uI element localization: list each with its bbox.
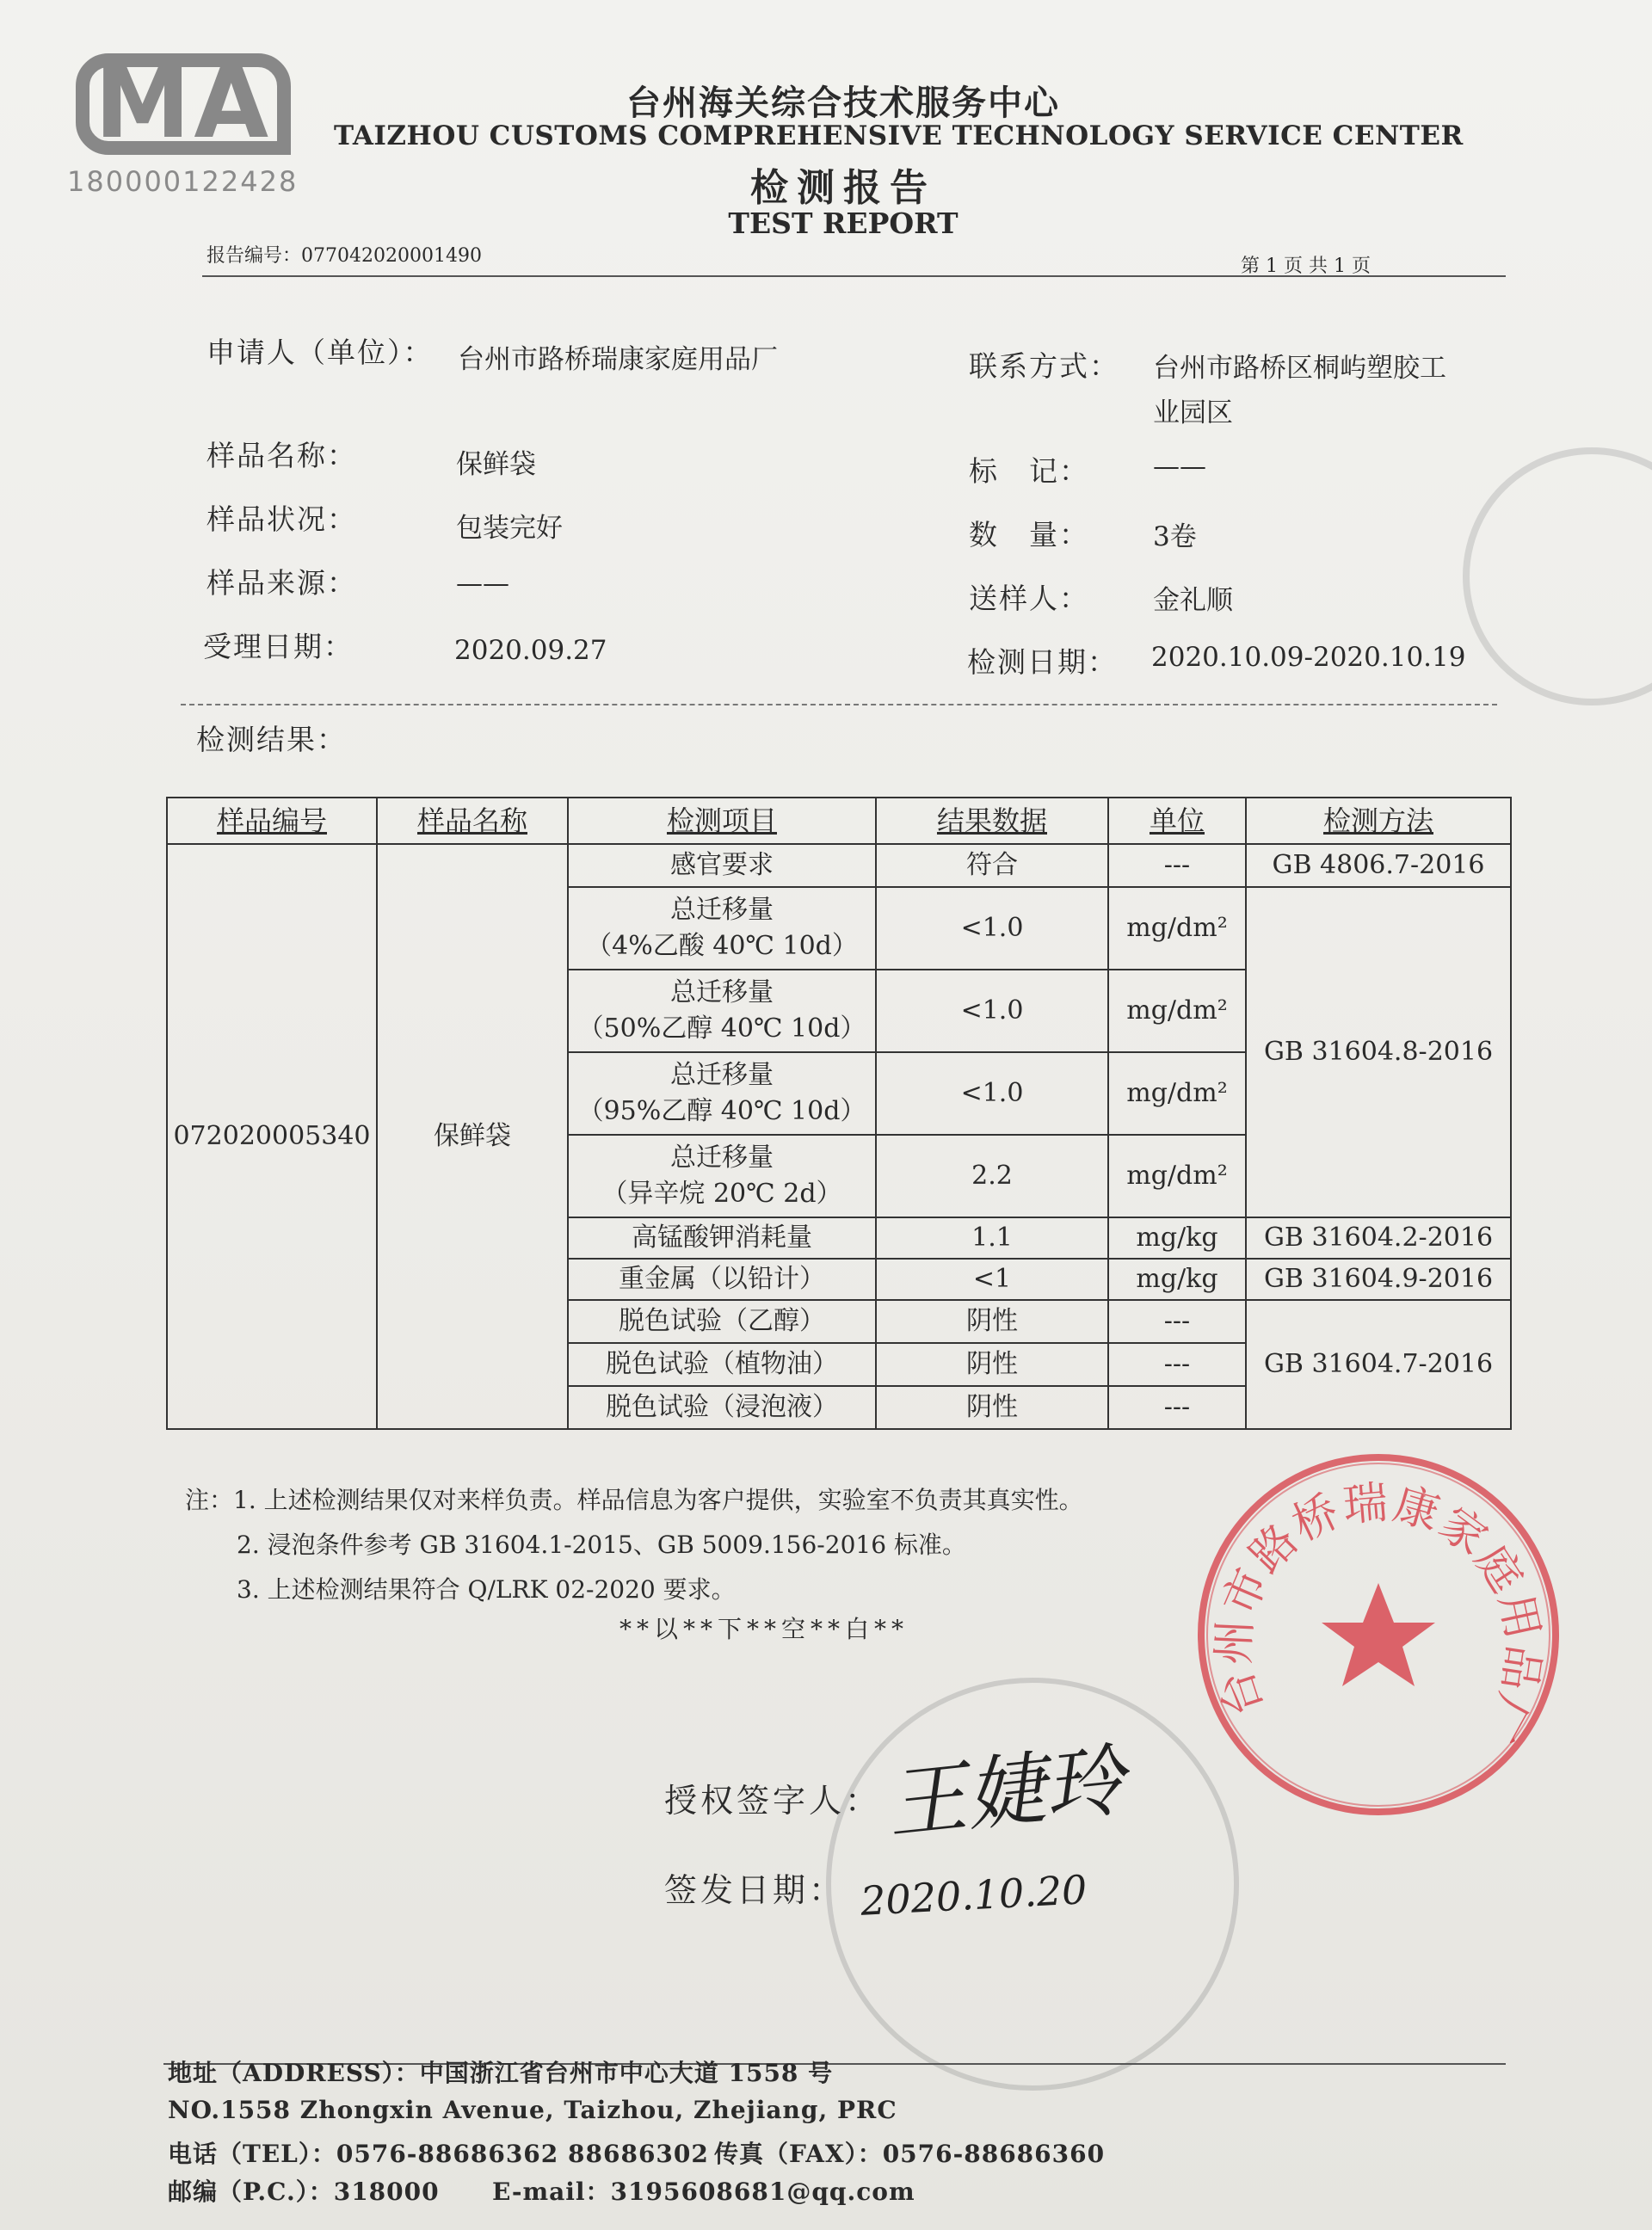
result-cell: 2.2: [876, 1135, 1108, 1217]
accept-date-value: 2020.09.27: [454, 635, 607, 666]
note-3: 3. 上述检测结果符合 Q/LRK 02-2020 要求。: [237, 1575, 736, 1604]
contact-value-1: 台州市路桥区桐屿塑胶工: [1153, 353, 1446, 384]
test-date-label: 检测日期：: [967, 645, 1118, 679]
method-cell: GB 31604.2-2016: [1246, 1217, 1511, 1259]
notes-block: [185, 1478, 1083, 1612]
method-cell: GB 31604.8-2016: [1246, 887, 1511, 1217]
applicant-value: 台州市路桥瑞康家庭用品厂: [458, 344, 778, 375]
item-line-1: 总迁移量: [670, 977, 774, 1007]
result-cell: 阴性: [876, 1386, 1108, 1429]
accept-date-label: 受理日期：: [203, 630, 354, 663]
result-cell: 1.1: [876, 1217, 1108, 1259]
item-line-1: 总迁移量: [670, 895, 774, 925]
footer-postcode: 邮编（P.C.）：318000: [168, 2178, 440, 2206]
unit-cell: mg/kg: [1108, 1217, 1246, 1259]
test-date-value: 2020.10.09-2020.10.19: [1151, 642, 1466, 673]
contact-value-2: 业园区: [1153, 397, 1233, 428]
result-cell: <1.0: [876, 1052, 1108, 1135]
item-line-1: 总迁移量: [670, 1060, 774, 1090]
stamp-star-icon: [1322, 1583, 1435, 1686]
signer-signature: 王婕玲: [882, 1734, 1129, 1851]
header-sample-name: 样品名称: [377, 798, 568, 844]
table-header-row: [167, 798, 1511, 844]
unit-cell: mg/dm²: [1108, 1052, 1246, 1135]
quantity-value: 3卷: [1153, 521, 1197, 552]
report-number: 报告编号：077042020001490: [206, 245, 482, 267]
sample-name-cell: 保鲜袋: [377, 844, 568, 1429]
unit-cell: mg/dm²: [1108, 1135, 1246, 1217]
quantity-label: 数 量：: [969, 518, 1089, 551]
mark-value: ——: [1153, 451, 1206, 482]
item-cell: 脱色试验（浸泡液）: [568, 1386, 876, 1429]
item-cell: [568, 887, 876, 970]
results-table: [166, 797, 1512, 1430]
unit-cell: mg/kg: [1108, 1259, 1246, 1300]
blank-marker: **以**下**空**白**: [620, 1615, 909, 1643]
footer-tel: 电话（TEL）：0576-88686362 88686302: [168, 2140, 709, 2168]
result-cell: <1.0: [876, 887, 1108, 970]
item-cell: [568, 1052, 876, 1135]
sample-name-value: 保鲜袋: [456, 449, 536, 480]
sample-source-label: 样品来源：: [206, 566, 357, 600]
footer-fax: 传真（FAX）：0576-88686360: [714, 2140, 1106, 2168]
section-divider: [181, 704, 1497, 705]
sample-id-cell: 072020005340: [167, 844, 377, 1429]
table-row: [167, 844, 1511, 887]
org-name-en: TAIZHOU CUSTOMS COMPREHENSIVE TECHNOLOGY SERVICE CENTER: [334, 120, 1464, 151]
applicant-label: 申请人（单位）：: [206, 336, 434, 369]
result-cell: 阴性: [876, 1300, 1108, 1343]
unit-cell: mg/dm²: [1108, 970, 1246, 1052]
header-sample-id: 样品编号: [167, 798, 377, 844]
header-test-item: 检测项目: [568, 798, 876, 844]
header-method: 检测方法: [1246, 798, 1511, 844]
item-cell: [568, 1135, 876, 1217]
result-cell: 阴性: [876, 1343, 1108, 1386]
company-stamp-text: 台州市路桥瑞康家庭用品厂: [1207, 1476, 1550, 1751]
org-name-cn: 台州海关综合技术服务中心: [626, 83, 1060, 123]
header-rule: [202, 275, 1506, 277]
contact-label: 联系方式：: [969, 349, 1119, 383]
note-2: 2. 浸泡条件参考 GB 31604.1-2015、GB 5009.156-2016 标准。: [237, 1531, 966, 1559]
footer-address-cn: 地址（ADDRESS）：中国浙江省台州市中心大道 1558 号: [168, 2059, 834, 2087]
result-cell: 符合: [876, 844, 1108, 887]
item-line-1: 总迁移量: [670, 1143, 774, 1173]
footer-email: E-mail：3195608681@qq.com: [492, 2178, 915, 2206]
unit-cell: ---: [1108, 1300, 1246, 1343]
header-unit: 单位: [1108, 798, 1246, 844]
unit-cell: ---: [1108, 1343, 1246, 1386]
item-cell: [568, 970, 876, 1052]
edge-seal-stamp: [1463, 447, 1652, 705]
item-line-2: （异辛烷 20℃ 2d）: [601, 1179, 842, 1209]
method-cell: GB 4806.7-2016: [1246, 844, 1511, 887]
item-cell: 高锰酸钾消耗量: [568, 1217, 876, 1259]
cma-logo: MA: [76, 53, 291, 155]
sample-name-label: 样品名称：: [206, 439, 357, 472]
note-1: 注：1. 上述检测结果仅对来样负责。样品信息为客户提供，实验室不负责其真实性。: [185, 1486, 1083, 1514]
signer-label: 授权签字人：: [664, 1782, 882, 1820]
item-cell: 感官要求: [568, 844, 876, 887]
sample-state-value: 包装完好: [456, 513, 563, 544]
sender-value: 金礼顺: [1153, 585, 1233, 616]
issue-date-handwritten: 2020.10.20: [859, 1866, 1088, 1925]
cma-number: 180000122428: [67, 165, 299, 198]
method-cell: GB 31604.9-2016: [1246, 1259, 1511, 1300]
method-cell: GB 31604.7-2016: [1246, 1300, 1511, 1429]
result-cell: <1: [876, 1259, 1108, 1300]
item-cell: 脱色试验（乙醇）: [568, 1300, 876, 1343]
item-line-2: （95%乙醇 40℃ 10d）: [577, 1096, 866, 1126]
unit-cell: ---: [1108, 1386, 1246, 1429]
item-cell: 脱色试验（植物油）: [568, 1343, 876, 1386]
page-indicator: 第 1 页 共 1 页: [1241, 256, 1371, 277]
issue-date-label: 签发日期：: [664, 1871, 846, 1909]
report-title-cn: 检测报告: [750, 166, 936, 210]
sample-state-label: 样品状况：: [206, 502, 357, 536]
footer-address-en: NO.1558 Zhongxin Avenue, Taizhou, Zhejiang, PRC: [168, 2096, 897, 2124]
sender-label: 送样人：: [969, 582, 1089, 615]
header-result: 结果数据: [876, 798, 1108, 844]
result-cell: <1.0: [876, 970, 1108, 1052]
mark-label: 标 记：: [969, 454, 1089, 488]
item-line-2: （4%乙酸 40℃ 10d）: [586, 931, 858, 961]
report-title-en: TEST REPORT: [728, 206, 959, 240]
item-cell: 重金属（以铅计）: [568, 1259, 876, 1300]
unit-cell: ---: [1108, 844, 1246, 887]
item-line-2: （50%乙醇 40℃ 10d）: [577, 1013, 866, 1044]
results-label: 检测结果：: [196, 723, 347, 756]
unit-cell: mg/dm²: [1108, 887, 1246, 970]
company-stamp-lettering: [1198, 1454, 1559, 1815]
sample-source-value: ——: [456, 568, 509, 599]
